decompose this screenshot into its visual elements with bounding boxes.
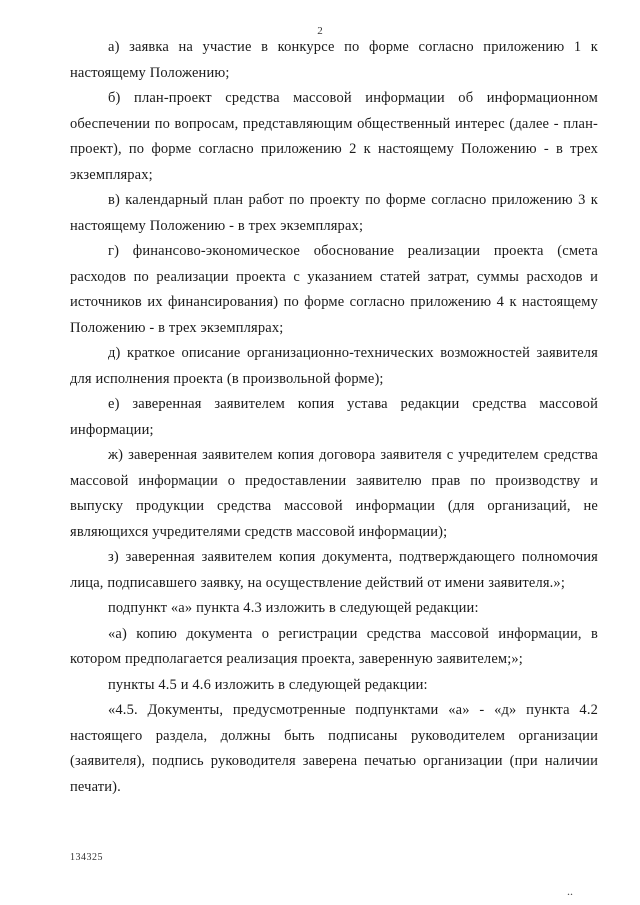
amendment-text-4-5: «4.5. Документы, предусмотренные подпунктами «а» - «д» пункта 4.2 настоящего раздела, должны быть подписаны руководителем организации (заявителя), подпись руководителя заверена печатью организации (при наличии печати). — [70, 702, 598, 795]
amendment-text-4-3: «а) копию документа о регистрации средства массовой информации, в котором предполагается реализация проекта, заверенную заявителем;»; — [70, 625, 598, 667]
page-number: 2 — [317, 25, 323, 37]
paragraph-g: г) финансово-экономическое обоснование реализации проекта (смета расходов по реализации проекта с указанием статей затрат, суммы расходов и источников их финансирования) по форме согласно приложению 4 к настоящему Положению - в трех экземплярах; — [70, 243, 598, 336]
document-body — [70, 35, 598, 800]
corner-mark: .. — [567, 884, 573, 898]
paragraph-b: б) план-проект средства массовой информации об информационном обеспечении по вопросам, представляющим общественный интерес (далее - план-проект), по форме согласно приложению 2 к настоящему Положению - в трех экземплярах; — [70, 90, 598, 183]
paragraph-zh: ж) заверенная заявителем копия договора заявителя с учредителем средства массовой информации о предоставлении заявителю прав по производству и выпуску продукции средства массовой информации (для организаций, не являющихся учредителями средств массовой информации); — [70, 447, 598, 540]
paragraph-a: а) заявка на участие в конкурсе по форме согласно приложению 1 к настоящему Положению; — [70, 39, 598, 81]
paragraph-v: в) календарный план работ по проекту по форме согласно приложению 3 к настоящему Положению - в трех экземплярах; — [70, 192, 598, 234]
paragraph-e: е) заверенная заявителем копия устава редакции средства массовой информации; — [70, 396, 598, 438]
document-code: 134325 — [70, 852, 103, 863]
amendment-intro-4-3: подпункт «а» пункта 4.3 изложить в следующей редакции: — [108, 600, 479, 616]
amendment-intro-4-5: пункты 4.5 и 4.6 изложить в следующей редакции: — [108, 676, 428, 693]
paragraph-d: д) краткое описание организационно-технических возможностей заявителя для исполнения проекта (в произвольной форме); — [70, 345, 598, 387]
paragraph-z: з) заверенная заявителем копия документа, подтверждающего полномочия лица, подписавшего заявку, на осуществление действий от имени заявителя.»; — [70, 549, 598, 591]
